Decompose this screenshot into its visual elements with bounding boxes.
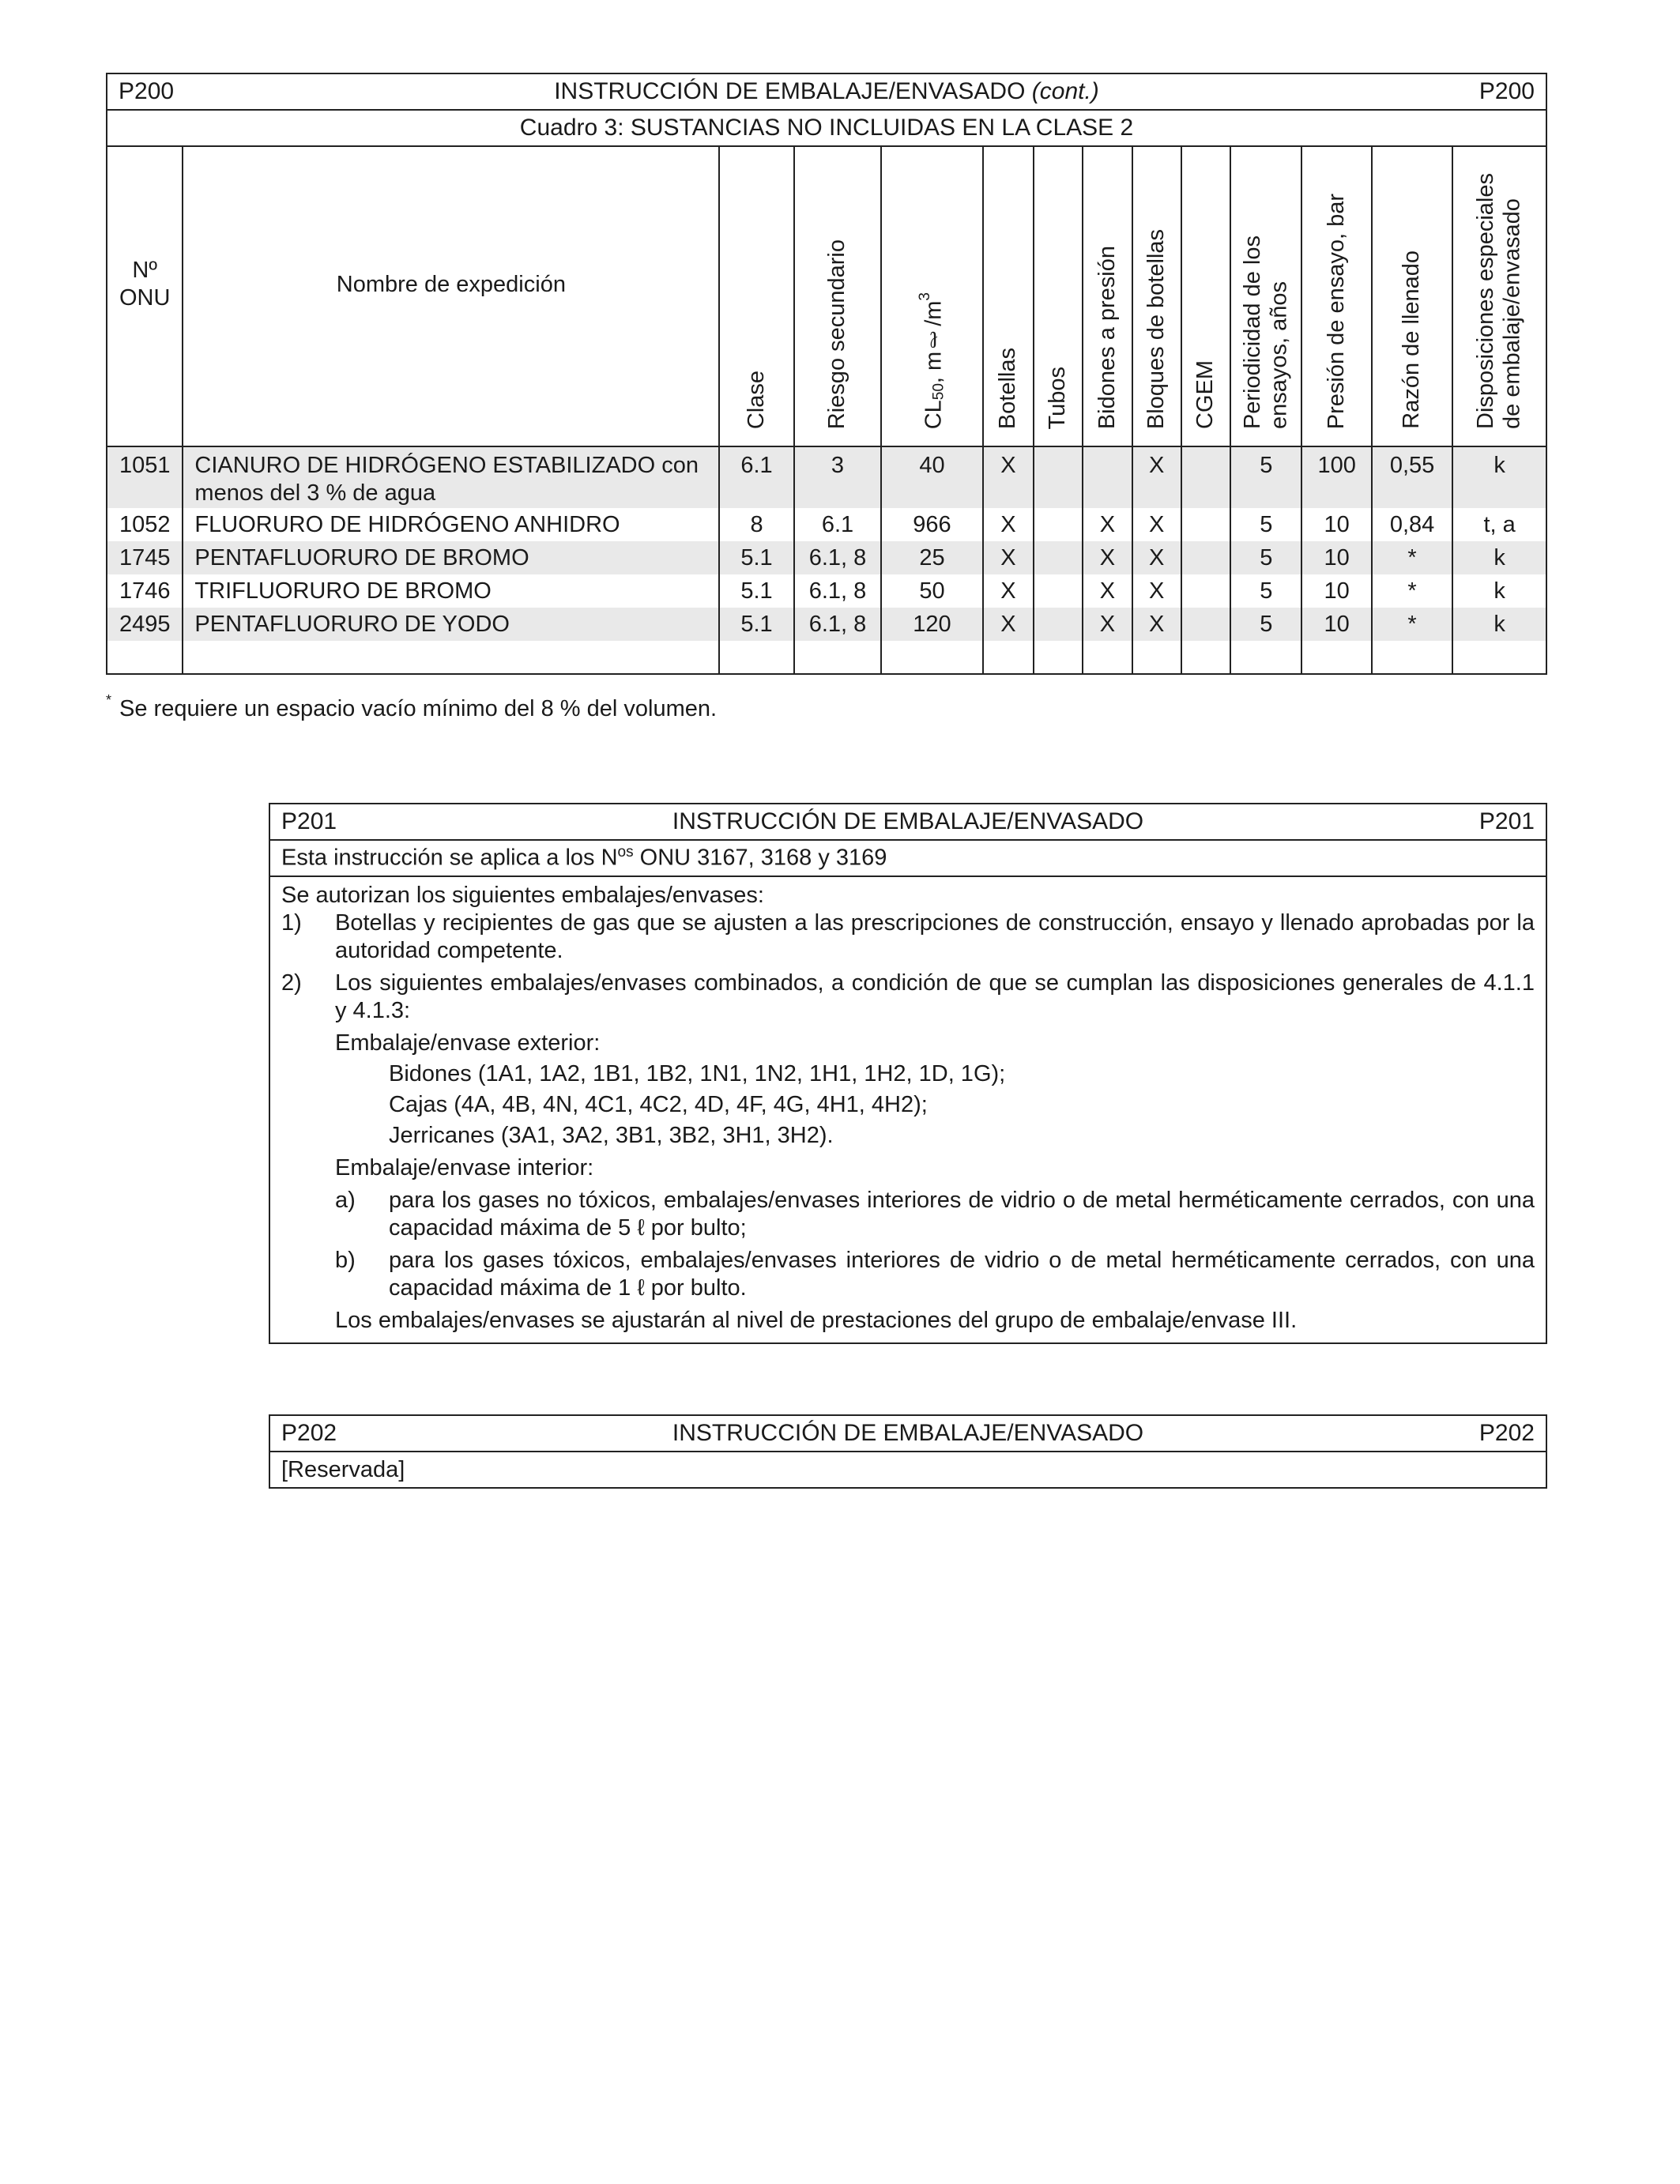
nombre-line1: TRIFLUORURO DE BROMO (194, 578, 492, 604)
disposiciones-line1: Disposiciones especiales (1473, 173, 1499, 430)
cell-nombre (183, 541, 719, 574)
p200-rows (107, 446, 1546, 674)
cell-nombre (183, 608, 719, 641)
table-row (107, 508, 1546, 541)
applies-prefix: Esta instrucción se aplica a los N (281, 845, 618, 871)
cell-cl50: 25 (881, 541, 983, 574)
cell-riesgo: 3 (794, 446, 881, 508)
cell-presion: 100 (1301, 446, 1371, 508)
col-presion-label: Presión de ensayo, bar (1324, 193, 1349, 430)
cell-botellas: X (983, 574, 1034, 608)
p201-closing: Los embalajes/envases se ajustarán al nivel de prestaciones del grupo de embalaje/envase III. (335, 1308, 1298, 1333)
cell-bloques: X (1132, 608, 1181, 641)
col-riesgo (794, 146, 881, 446)
cell-tubos (1034, 446, 1083, 508)
cell-onu: 1051 (107, 446, 183, 508)
cell-empty (107, 641, 183, 674)
table-row (107, 608, 1546, 641)
cell-cgem (1181, 446, 1230, 508)
exterior-cajas: Cajas (4A, 4B, 4N, 4C1, 4C2, 4D, 4F, 4G, 4H1, 4H2); (389, 1092, 928, 1117)
col-bloques-label: Bloques de botellas (1143, 229, 1170, 430)
col-onu-line2: ONU (119, 285, 171, 311)
p200-title-text: INSTRUCCIÓN DE EMBALAJE/ENVASADO (554, 78, 1026, 104)
item-b-label: b) (335, 1248, 356, 1273)
cell-bidones (1083, 446, 1132, 508)
cell-cgem (1181, 608, 1230, 641)
periodicidad-line2: ensayos, años (1266, 281, 1292, 430)
col-nombre-label: Nombre de expedición (336, 271, 566, 297)
footnote-text: Se requiere un espacio vacío mínimo del 8 % del volumen. (119, 696, 718, 721)
p200-code-right: P200 (1478, 78, 1535, 104)
cell-disposiciones: k (1452, 446, 1546, 508)
applies-suffix: ONU 3167, 3168 y 3169 (633, 845, 887, 871)
p201-item-1 (281, 909, 1535, 965)
cl50-suffix: , mℓ/m (921, 300, 947, 383)
cell-bloques: X (1132, 446, 1181, 508)
cell-onu: 2495 (107, 608, 183, 641)
p201-code-right: P201 (1478, 808, 1535, 834)
p200-code-left: P200 (119, 78, 175, 104)
cell-disposiciones: t, a (1452, 508, 1546, 541)
table-row (107, 541, 1546, 574)
p201-table (269, 803, 1547, 1344)
cell-nombre (183, 508, 719, 541)
col-tubos-label: Tubos (1045, 366, 1071, 430)
cell-bidones: X (1083, 608, 1132, 641)
col-onu-line1: Nº (132, 258, 157, 284)
item-b-text: para los gases tóxicos, embalajes/envases interiores de vidrio o de metal herméticamente cerrados, con una capacidad máxima de 1 ℓ por bulto. (389, 1248, 1535, 1301)
exterior-jerricanes: Jerricanes (3A1, 3A2, 3B1, 3B2, 3H1, 3H2). (389, 1123, 834, 1148)
col-botellas (983, 146, 1034, 446)
col-onu (107, 146, 183, 446)
p201-title: INSTRUCCIÓN DE EMBALAJE/ENVASADO (672, 808, 1144, 834)
item-a-text: para los gases no tóxicos, embalajes/envases interiores de vidrio o de metal herméticamente cerrados, con una capacidad máxima de 5 ℓ por bulto; (389, 1188, 1535, 1241)
cell-cl50: 40 (881, 446, 983, 508)
cell-onu: 1052 (107, 508, 183, 541)
col-bidones (1083, 146, 1132, 446)
col-cl50-label (917, 292, 947, 429)
p200-section (106, 73, 1547, 675)
cell-empty (719, 641, 793, 674)
cell-bidones: X (1083, 574, 1132, 608)
interior-item-b (281, 1247, 1535, 1302)
interior-heading: Embalaje/envase interior: (335, 1155, 594, 1180)
cell-cgem (1181, 541, 1230, 574)
p200-title (174, 77, 1479, 106)
table-row (107, 574, 1546, 608)
cell-periodicidad: 5 (1230, 608, 1301, 641)
nombre-line1: PENTAFLUORURO DE BROMO (194, 545, 529, 570)
cell-botellas: X (983, 608, 1034, 641)
cell-presion: 10 (1301, 541, 1371, 574)
cell-tubos (1034, 608, 1083, 641)
cuadro-title: Cuadro 3: SUSTANCIAS NO INCLUIDAS EN LA CLASE 2 (107, 110, 1546, 146)
p201-section (269, 803, 1547, 1344)
cell-presion: 10 (1301, 574, 1371, 608)
cl50-prefix: CL (921, 400, 947, 430)
col-tubos (1034, 146, 1083, 446)
col-razon-label: Razón de llenado (1399, 250, 1425, 430)
col-nombre (183, 146, 719, 446)
cell-periodicidad: 5 (1230, 574, 1301, 608)
nombre-line1: FLUORURO DE HIDRÓGENO ANHIDRO (194, 512, 620, 537)
cl50-sup: 3 (916, 292, 933, 301)
cell-riesgo: 6.1, 8 (794, 574, 881, 608)
col-clase-label: Clase (743, 371, 769, 430)
cell-empty (794, 641, 881, 674)
cell-tubos (1034, 541, 1083, 574)
table-row-empty (107, 641, 1546, 674)
applies-sup: os (617, 844, 634, 861)
item-a-label: a) (335, 1188, 356, 1213)
p201-applies (269, 840, 1546, 876)
exterior-heading: Embalaje/envase exterior: (335, 1030, 601, 1056)
cell-botellas: X (983, 446, 1034, 508)
exterior-bidones: Bidones (1A1, 1A2, 1B1, 1B2, 1N1, 1N2, 1H1, 1H2, 1D, 1G); (389, 1061, 1006, 1086)
p201-header (269, 804, 1546, 840)
cell-disposiciones: k (1452, 574, 1546, 608)
p202-code-left: P202 (281, 1420, 337, 1446)
cell-bloques: X (1132, 574, 1181, 608)
nombre-line1: CIANURO DE HIDRÓGENO ESTABILIZADO con (194, 453, 699, 478)
col-cl50 (881, 146, 983, 446)
p200-title-suffix: (cont.) (1031, 78, 1099, 104)
cell-riesgo: 6.1 (794, 508, 881, 541)
cell-empty (1452, 641, 1546, 674)
cell-botellas: X (983, 508, 1034, 541)
cell-clase: 6.1 (719, 446, 793, 508)
nombre-line1: PENTAFLUORURO DE YODO (194, 612, 510, 637)
p200-footnote (106, 692, 718, 723)
p202-body: [Reservada] (269, 1452, 1546, 1488)
p202-header (269, 1415, 1546, 1452)
p201-item-2 (281, 970, 1535, 1025)
p200-table (106, 73, 1547, 675)
col-botellas-label: Botellas (995, 348, 1021, 430)
cell-bloques: X (1132, 541, 1181, 574)
col-riesgo-label: Riesgo secundario (824, 239, 850, 430)
cell-cgem (1181, 508, 1230, 541)
cell-empty (183, 641, 719, 674)
cell-periodicidad: 5 (1230, 446, 1301, 508)
cell-empty (1372, 641, 1452, 674)
cell-empty (1181, 641, 1230, 674)
cell-bidones: X (1083, 541, 1132, 574)
col-periodicidad-label (1240, 235, 1293, 429)
cell-periodicidad: 5 (1230, 541, 1301, 574)
cell-nombre (183, 574, 719, 608)
cell-razon: * (1372, 608, 1452, 641)
cell-clase: 5.1 (719, 574, 793, 608)
cell-presion: 10 (1301, 608, 1371, 641)
item2-text: Los siguientes embalajes/envases combinados, a condición de que se cumplan las disposiciones generales de 4.1.1 y 4.1.3: (335, 970, 1535, 1023)
cell-tubos (1034, 508, 1083, 541)
item1-text: Botellas y recipientes de gas que se ajusten a las prescripciones de construcción, ensayo y llenado aprobadas por la autoridad competente. (335, 910, 1535, 963)
cell-presion: 10 (1301, 508, 1371, 541)
p202-section (269, 1414, 1547, 1489)
p201-intro: Se autorizan los siguientes embalajes/envases: (281, 883, 764, 908)
disposiciones-line2: de embalaje/envasado (1499, 198, 1525, 430)
p201-body (269, 876, 1546, 1343)
cell-empty (881, 641, 983, 674)
cell-empty (1301, 641, 1371, 674)
p200-header (107, 73, 1546, 110)
cell-cgem (1181, 574, 1230, 608)
cell-empty (983, 641, 1034, 674)
cell-nombre (183, 446, 719, 508)
cell-tubos (1034, 574, 1083, 608)
cell-clase: 5.1 (719, 541, 793, 574)
cell-cl50: 50 (881, 574, 983, 608)
cell-riesgo: 6.1, 8 (794, 541, 881, 574)
cell-bloques: X (1132, 508, 1181, 541)
cell-empty (1132, 641, 1181, 674)
col-presion (1301, 146, 1371, 446)
cell-riesgo: 6.1, 8 (794, 608, 881, 641)
col-cgem-label: CGEM (1192, 360, 1219, 430)
col-cgem (1181, 146, 1230, 446)
col-razon (1372, 146, 1452, 446)
col-disposiciones-label (1473, 173, 1526, 429)
cell-bidones: X (1083, 508, 1132, 541)
cell-empty (1083, 641, 1132, 674)
col-bloques (1132, 146, 1181, 446)
item2-label: 2) (281, 970, 302, 996)
col-clase (719, 146, 793, 446)
footnote-mark: * (106, 692, 112, 708)
col-periodicidad (1230, 146, 1301, 446)
cell-razon: * (1372, 574, 1452, 608)
cell-botellas: X (983, 541, 1034, 574)
periodicidad-line1: Periodicidad de los (1239, 235, 1265, 430)
p201-code-left: P201 (281, 808, 337, 834)
cell-clase: 5.1 (719, 608, 793, 641)
cell-disposiciones: k (1452, 608, 1546, 641)
cell-cl50: 120 (881, 608, 983, 641)
p202-table (269, 1414, 1547, 1489)
cell-disposiciones: k (1452, 541, 1546, 574)
cell-onu: 1745 (107, 541, 183, 574)
nombre-line2: menos del 3 % de agua (194, 480, 436, 506)
cell-periodicidad: 5 (1230, 508, 1301, 541)
item1-label: 1) (281, 910, 302, 936)
cell-clase: 8 (719, 508, 793, 541)
table-row (107, 446, 1546, 508)
cell-razon: * (1372, 541, 1452, 574)
cell-cl50: 966 (881, 508, 983, 541)
cell-empty (1230, 641, 1301, 674)
cell-razon: 0,55 (1372, 446, 1452, 508)
p202-code-right: P202 (1478, 1420, 1535, 1446)
cell-razon: 0,84 (1372, 508, 1452, 541)
col-disposiciones (1452, 146, 1546, 446)
cl50-sub: 50 (930, 382, 947, 401)
p202-title: INSTRUCCIÓN DE EMBALAJE/ENVASADO (672, 1420, 1144, 1446)
cell-empty (1034, 641, 1083, 674)
interior-item-a (281, 1187, 1535, 1242)
cell-onu: 1746 (107, 574, 183, 608)
col-bidones-label: Bidones a presión (1094, 246, 1120, 430)
